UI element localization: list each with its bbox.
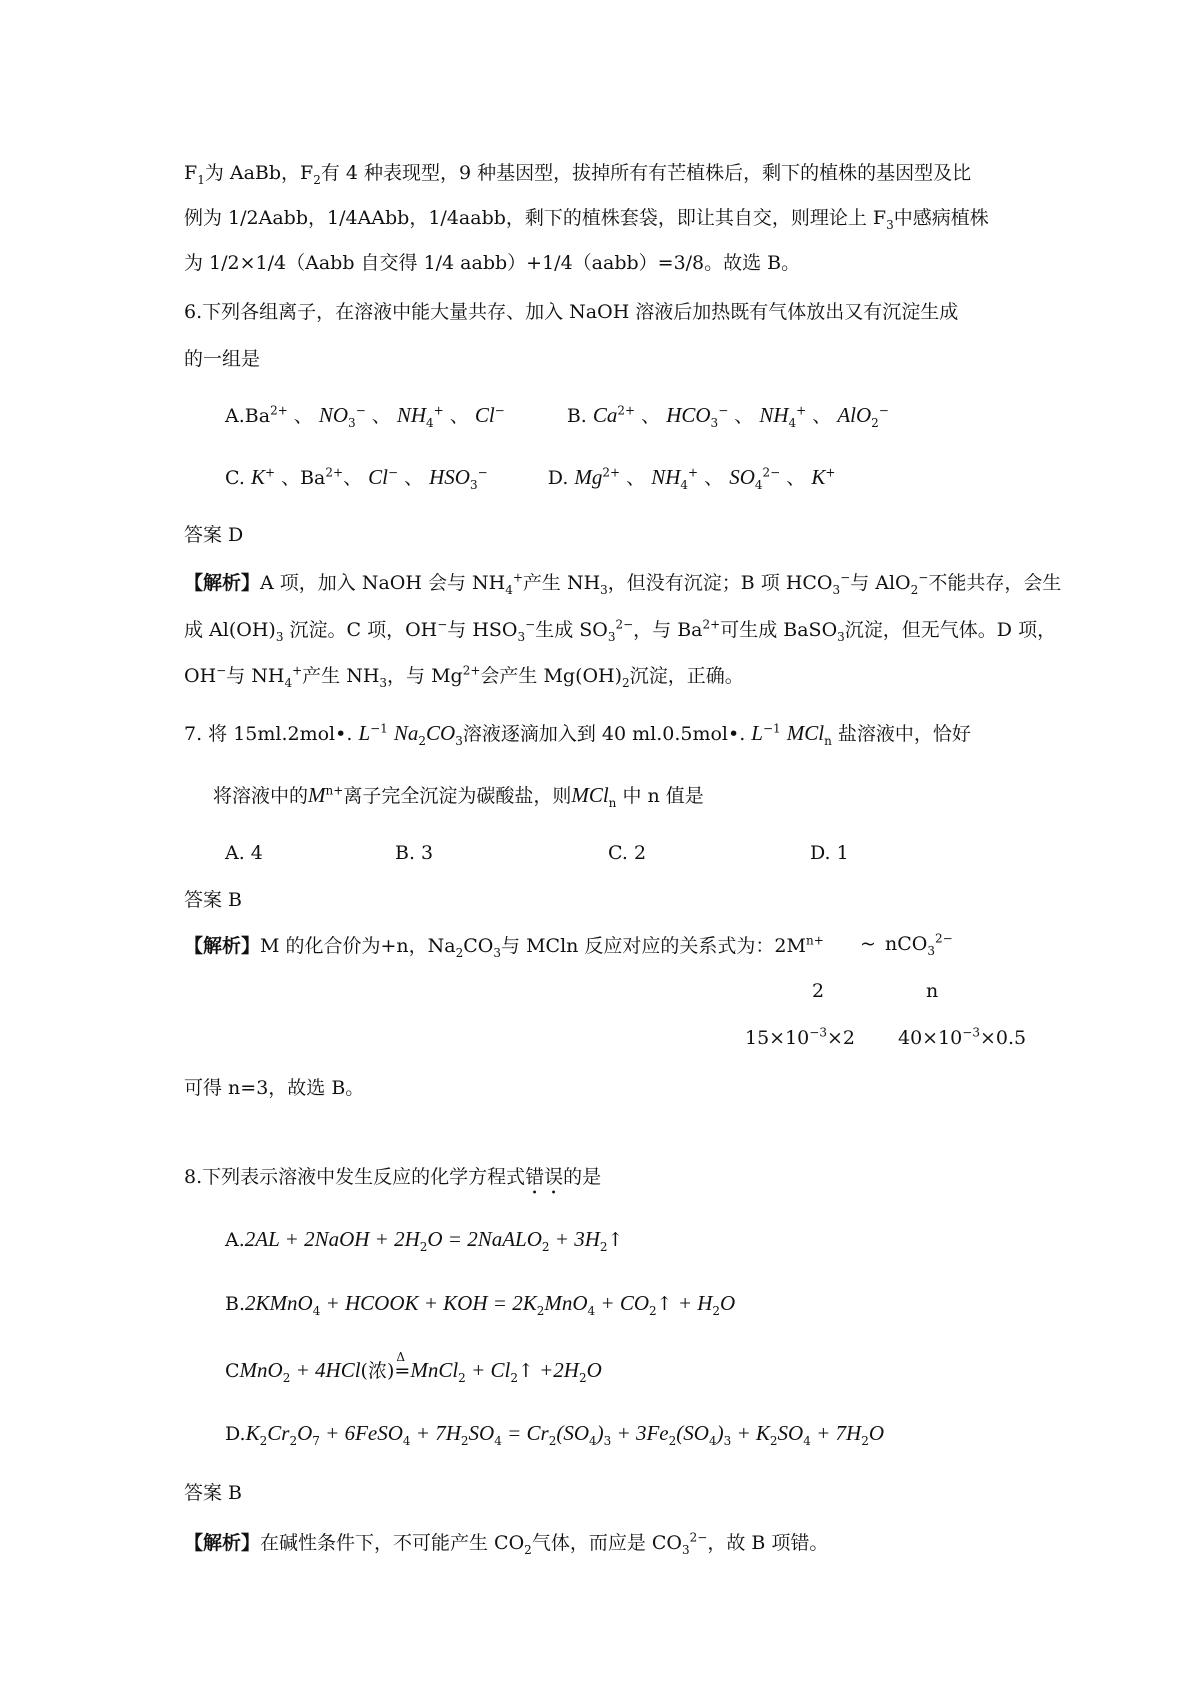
q7-tilde: ~ <box>860 933 876 955</box>
q8-stem: 8.下列表示溶液中发生反应的化学方程式错误的是 <box>184 1166 602 1188</box>
q7-stem-2: 将溶液中的$M^{n+}$离子完全沉淀为碳酸盐，则MCl$_n$ 中 n 值是 <box>213 783 704 810</box>
q7-stem-1: 7. 将 15ml.2mol•. $L^{-1}$ $Na_2CO_3$溶液逐滴加入到 40 ml.0.5mol•. $L^{-1}$ MCl$_n$ 盐溶液中，恰好 <box>184 721 971 748</box>
q8-option-a: A.2AL + 2NaOH + $2H_2O$ = 2NaALO$_2$ + $3H_2↑$ <box>225 1227 624 1254</box>
q7-answer: 答案 B <box>184 889 243 911</box>
q8-option-b: B.2KMnO$_4$ + HCOOK + KOH = $2K_2MnO_4$ + $CO_2↑ + H_2O$ <box>225 1291 736 1318</box>
q6-options-cd: C. K+ 、$Ba^{2+}$、 Cl− 、 $HSO_3^-$ D. $Mg^{2+}$ 、 $NH_4^+$ 、 $SO_4^{2-}$ 、 K+ <box>225 465 836 492</box>
q7-calc-right: $40\times 10^{-3}\times 0.5$ <box>898 1025 1027 1049</box>
q7-option-a: A. 4 <box>225 842 263 864</box>
q6-analysis-3: OH−与 $NH_4^+$产生 $NH_3$，与 $Mg^{2+}$会产生 $Mg(OH)_2$沉淀，正确。 <box>184 663 744 690</box>
q7-option-c: C. 2 <box>608 842 647 864</box>
q6-analysis-2: 成 $Al(OH)_3$ 沉淀。C 项，OH−与 $HSO_3^-$生成 $SO_3^{2-}$，与 $Ba^{2+}$可生成 BaSO$_3$沉淀，但无气体。D 项， <box>184 617 1057 644</box>
q5-line-1: $F_1$为 AaBb，$F_2$有 4 种表现型，9 种基因型，拔掉所有有芒植株后，剩下的植株的基因型及比 <box>184 162 972 187</box>
q5-line-3: 为 1/2×1/4（Aabb 自交得 1/4 aabb）+1/4（aabb）=3/8。故选 B。 <box>184 252 801 274</box>
q8-option-d: $D.K_2Cr_2O_7$ + 6FeSO$_4$ + $7H_2SO_4 = Cr_2(SO_4)_3 + 3Fe_2(SO_4)_3 + K_2SO_4 + 7H_2O$ <box>225 1421 885 1448</box>
q8-answer: 答案 B <box>184 1482 243 1504</box>
q7-option-d: D. 1 <box>810 842 849 864</box>
q6-stem-1: 6.下列各组离子，在溶液中能大量共存、加入 NaOH 溶液后加热既有气体放出又有沉淀生成 <box>184 301 959 323</box>
q6-analysis-1: 【解析】A 项，加入 NaOH 会与 $NH_4^+$产生 $NH_3$，但没有沉淀；B 项 $HCO_3^-$与 AlO$_2$−不能共存，会生 <box>184 570 1062 597</box>
q8-analysis: 【解析】在碱性条件下，不可能产生 $CO_2$气体，而应是 $CO_3^{2-}$，故 B 项错。 <box>184 1530 829 1557</box>
q7-coef-left: 2 <box>812 980 825 1002</box>
q6-stem-2: 的一组是 <box>184 348 261 370</box>
q7-coef-right: n <box>926 980 939 1002</box>
q7-calc-left: $15\times 10^{-3}\times 2$ <box>745 1025 855 1049</box>
q8-option-c: CMnO$_2$ + 4HCl(浓) Δ =MnCl$_2$ + $Cl_2↑ +2H_2O$ <box>225 1350 602 1385</box>
q6-answer: 答案 D <box>184 524 244 546</box>
q6-options-ab: $A.Ba^{2+}$ 、 $NO_3^-$ 、 $NH_4^+$ 、 Cl− B. $Ca^{2+}$ 、 $HCO_3^-$ 、 $NH_4^+$ 、 AlO$_2$− <box>225 403 889 430</box>
q7-nco3: nCO$_3^{2-}$ <box>885 931 953 958</box>
q7-analysis-1: 【解析】M 的化合价为+n，$Na_2CO_3$与 MCln 反应对应的关系式为：$2M^{n+}$ <box>184 933 824 960</box>
q5-line-2: 例为 1/2Aabb，1/4AAbb，1/4aabb，剩下的植株套袋，即让其自交，则理论上 $F_3$中感病植株 <box>184 207 989 232</box>
q7-conclusion: 可得 n=3，故选 B。 <box>184 1077 365 1099</box>
q7-option-b: B. 3 <box>395 842 434 864</box>
